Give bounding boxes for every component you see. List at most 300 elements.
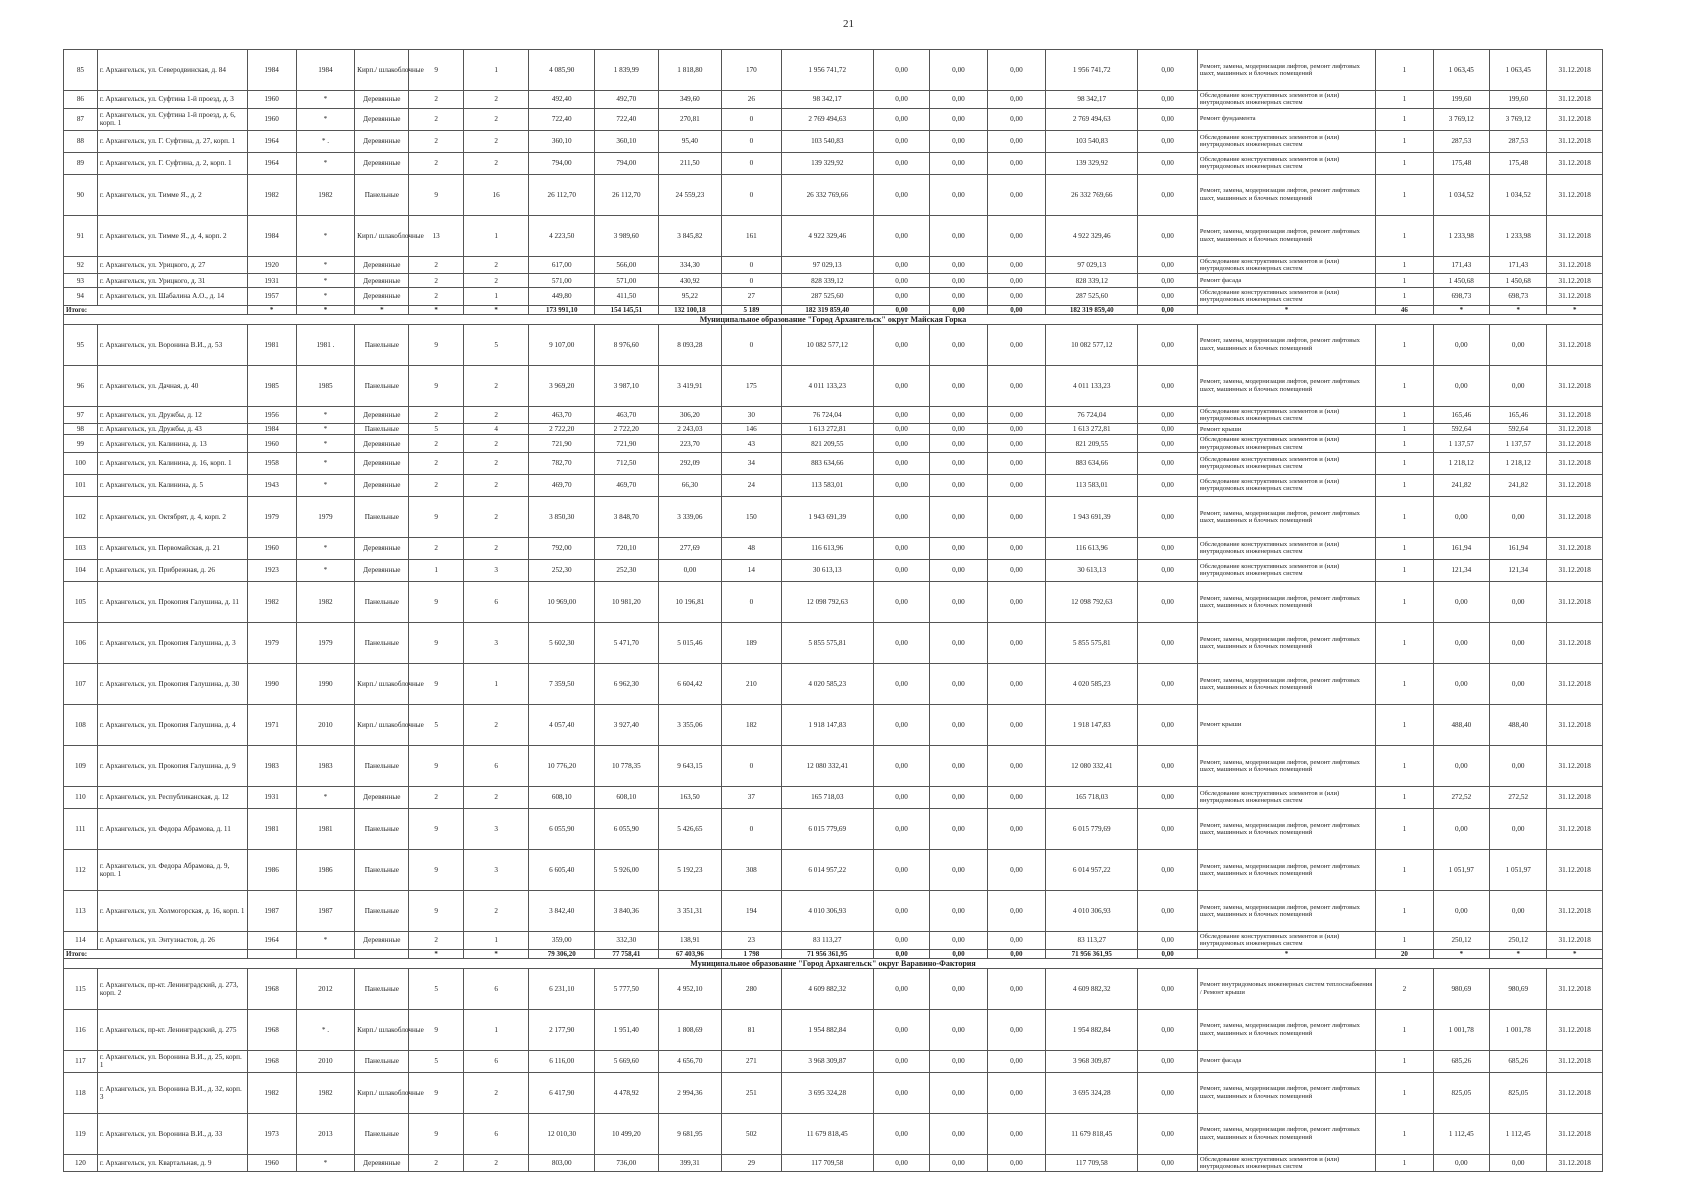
total-renovation-year-cell: *	[296, 305, 354, 314]
work-type-cell: Обследование конструктивных элементов и (или) внутридомовых инженерных систем	[1197, 474, 1375, 496]
renovation-year-cell: *	[296, 215, 354, 256]
renovation-year-cell: *	[296, 152, 354, 174]
renovation-year-cell: 1983	[296, 745, 354, 786]
deadline-cell: 31.12.2018	[1547, 256, 1603, 274]
wall-material-cell: Деревянные	[355, 537, 409, 559]
build-year-cell: 1923	[247, 559, 296, 581]
unit-cost-cell: 685,26	[1433, 1050, 1489, 1072]
total-cost-cell: 1 954 882,84	[781, 1009, 873, 1050]
total-owner-funds-cell: 182 319 859,40	[1046, 305, 1138, 314]
build-year-cell: 1964	[247, 130, 296, 152]
unit-cost-cell: 0,00	[1433, 496, 1489, 537]
row-number: 111	[64, 808, 98, 849]
wall-material-cell: Панельные	[355, 745, 409, 786]
living-area-cell: 138,91	[658, 931, 722, 949]
max-unit-cost-cell: 1 063,45	[1490, 50, 1547, 91]
max-unit-cost-cell: 199,60	[1490, 91, 1547, 109]
owner-funds-cell: 1 954 882,84	[1046, 1009, 1138, 1050]
row-number: 107	[64, 663, 98, 704]
build-year-cell: 1981	[247, 324, 296, 365]
regional-funds-cell: 0,00	[930, 274, 987, 288]
federal-funds-cell: 0,00	[873, 406, 929, 424]
total-area-cell: 4 057,40	[529, 704, 595, 745]
deadline-cell: 31.12.2018	[1547, 786, 1603, 808]
work-count-cell: 1	[1376, 274, 1433, 288]
other-funds-cell: 0,00	[1138, 704, 1197, 745]
municipal-funds-cell: 0,00	[987, 256, 1045, 274]
owner-funds-cell: 1 613 272,81	[1046, 424, 1138, 435]
work-type-cell: Ремонт фасада	[1197, 1050, 1375, 1072]
max-unit-cost-cell: 250,12	[1490, 931, 1547, 949]
build-year-cell: 1979	[247, 622, 296, 663]
build-year-cell: 1984	[247, 424, 296, 435]
address-cell: г. Архангельск, ул. Республиканская, д. 12	[97, 786, 247, 808]
total-area-cell: 2 722,20	[529, 424, 595, 435]
max-unit-cost-cell: 1 218,12	[1490, 452, 1547, 474]
total-renovation-year-cell	[296, 949, 354, 958]
work-count-cell: 1	[1376, 663, 1433, 704]
living-area-cell: 4 656,70	[658, 1050, 722, 1072]
municipal-funds-cell: 0,00	[987, 424, 1045, 435]
total-area-cell: 3 842,40	[529, 890, 595, 931]
row-number: 90	[64, 174, 98, 215]
unit-cost-cell: 175,48	[1433, 152, 1489, 174]
address-cell: г. Архангельск, ул. Суфтина 1-й проезд, д. 3	[97, 91, 247, 109]
premises-area-cell: 5 471,70	[595, 622, 659, 663]
other-funds-cell: 0,00	[1138, 215, 1197, 256]
total-cost-cell: 2 769 494,63	[781, 108, 873, 130]
floors-cell: 2	[409, 108, 463, 130]
address-cell: г. Архангельск, ул. Прокопия Галушина, д. 11	[97, 581, 247, 622]
floors-cell: 9	[409, 622, 463, 663]
deadline-cell: 31.12.2018	[1547, 581, 1603, 622]
other-funds-cell: 0,00	[1138, 1050, 1197, 1072]
unit-cost-cell: 0,00	[1433, 365, 1489, 406]
table-row	[64, 435, 1603, 453]
max-unit-cost-cell: 1 233,98	[1490, 215, 1547, 256]
work-type-cell: Обследование конструктивных элементов и (или) внутридомовых инженерных систем	[1197, 130, 1375, 152]
renovation-year-cell: 1979	[296, 622, 354, 663]
municipal-funds-cell: 0,00	[987, 786, 1045, 808]
row-number: 104	[64, 559, 98, 581]
owner-funds-cell: 6 014 957,22	[1046, 849, 1138, 890]
address-cell: г. Архангельск, ул. Северодвинская, д. 84	[97, 50, 247, 91]
work-type-cell: Обследование конструктивных элементов и (или) внутридомовых инженерных систем	[1197, 91, 1375, 109]
wall-material-cell: Панельные	[355, 496, 409, 537]
living-area-cell: 334,30	[658, 256, 722, 274]
unit-cost-cell: 1 450,68	[1433, 274, 1489, 288]
owner-funds-cell: 165 718,03	[1046, 786, 1138, 808]
total-area-cell: 492,40	[529, 91, 595, 109]
unit-cost-cell: 698,73	[1433, 288, 1489, 306]
municipal-funds-cell: 0,00	[987, 130, 1045, 152]
regional-funds-cell: 0,00	[930, 663, 987, 704]
floors-cell: 2	[409, 537, 463, 559]
entrances-cell: 3	[463, 808, 529, 849]
premises-area-cell: 2 722,20	[595, 424, 659, 435]
total-area-cell: 5 602,30	[529, 622, 595, 663]
max-unit-cost-cell: 0,00	[1490, 496, 1547, 537]
other-funds-cell: 0,00	[1138, 537, 1197, 559]
floors-cell: 2	[409, 931, 463, 949]
other-funds-cell: 0,00	[1138, 931, 1197, 949]
work-count-cell: 1	[1376, 256, 1433, 274]
total-area-cell: 722,40	[529, 108, 595, 130]
residents-cell: 23	[722, 931, 781, 949]
other-funds-cell: 0,00	[1138, 890, 1197, 931]
work-type-cell: Ремонт, замена, модернизация лифтов, ремонт лифтовых шахт, машинных и блочных помещений	[1197, 581, 1375, 622]
entrances-cell: 2	[463, 1154, 529, 1172]
table-row	[64, 808, 1603, 849]
entrances-cell: 1	[463, 215, 529, 256]
deadline-cell: 31.12.2018	[1547, 406, 1603, 424]
municipal-funds-cell: 0,00	[987, 663, 1045, 704]
total-total-area-cell: 173 991,10	[529, 305, 595, 314]
regional-funds-cell: 0,00	[930, 808, 987, 849]
table-row	[64, 1072, 1603, 1113]
deadline-cell: 31.12.2018	[1547, 663, 1603, 704]
total-wall-material-cell: *	[355, 305, 409, 314]
other-funds-cell: 0,00	[1138, 91, 1197, 109]
total-area-cell: 10 776,20	[529, 745, 595, 786]
owner-funds-cell: 30 613,13	[1046, 559, 1138, 581]
table-row	[64, 324, 1603, 365]
deadline-cell: 31.12.2018	[1547, 931, 1603, 949]
table-row	[64, 559, 1603, 581]
premises-area-cell: 8 976,60	[595, 324, 659, 365]
premises-area-cell: 5 926,00	[595, 849, 659, 890]
work-count-cell: 1	[1376, 288, 1433, 306]
premises-area-cell: 6 962,30	[595, 663, 659, 704]
municipal-funds-cell: 0,00	[987, 50, 1045, 91]
total-work-type-cell: *	[1197, 949, 1375, 958]
federal-funds-cell: 0,00	[873, 622, 929, 663]
federal-funds-cell: 0,00	[873, 1050, 929, 1072]
work-count-cell: 1	[1376, 808, 1433, 849]
living-area-cell: 3 355,06	[658, 704, 722, 745]
total-area-cell: 10 969,00	[529, 581, 595, 622]
other-funds-cell: 0,00	[1138, 424, 1197, 435]
work-count-cell: 1	[1376, 1154, 1433, 1172]
work-type-cell: Ремонт крыши	[1197, 424, 1375, 435]
living-area-cell: 2 994,36	[658, 1072, 722, 1113]
premises-area-cell: 469,70	[595, 474, 659, 496]
residents-cell: 0	[722, 745, 781, 786]
owner-funds-cell: 6 015 779,69	[1046, 808, 1138, 849]
federal-funds-cell: 0,00	[873, 474, 929, 496]
work-count-cell: 1	[1376, 537, 1433, 559]
regional-funds-cell: 0,00	[930, 537, 987, 559]
row-number: 117	[64, 1050, 98, 1072]
total-deadline-cell: *	[1547, 305, 1603, 314]
unit-cost-cell: 250,12	[1433, 931, 1489, 949]
unit-cost-cell: 1 137,57	[1433, 435, 1489, 453]
work-count-cell: 1	[1376, 1050, 1433, 1072]
living-area-cell: 4 952,10	[658, 968, 722, 1009]
renovation-year-cell: *	[296, 931, 354, 949]
owner-funds-cell: 117 709,58	[1046, 1154, 1138, 1172]
entrances-cell: 1	[463, 50, 529, 91]
total-area-cell: 617,00	[529, 256, 595, 274]
build-year-cell: 1956	[247, 406, 296, 424]
total-cost-cell: 30 613,13	[781, 559, 873, 581]
work-count-cell: 1	[1376, 931, 1433, 949]
renovation-year-cell: *	[296, 786, 354, 808]
max-unit-cost-cell: 287,53	[1490, 130, 1547, 152]
owner-funds-cell: 883 634,66	[1046, 452, 1138, 474]
wall-material-cell: Панельные	[355, 1113, 409, 1154]
total-area-cell: 463,70	[529, 406, 595, 424]
entrances-cell: 6	[463, 745, 529, 786]
build-year-cell: 1960	[247, 91, 296, 109]
row-number: 110	[64, 786, 98, 808]
total-residents-cell: 1 798	[722, 949, 781, 958]
living-area-cell: 3 339,06	[658, 496, 722, 537]
address-cell: г. Архангельск, ул. Воронина В.И., д. 53	[97, 324, 247, 365]
renovation-year-cell: *	[296, 406, 354, 424]
unit-cost-cell: 241,82	[1433, 474, 1489, 496]
renovation-year-cell: * .	[296, 1009, 354, 1050]
residents-cell: 271	[722, 1050, 781, 1072]
total-area-cell: 794,00	[529, 152, 595, 174]
work-count-cell: 1	[1376, 559, 1433, 581]
total-cost-cell: 113 583,01	[781, 474, 873, 496]
work-type-cell: Ремонт внутридомовых инженерных систем теплоснабжения / Ремонт крыши	[1197, 968, 1375, 1009]
total-cost-cell: 821 209,55	[781, 435, 873, 453]
deadline-cell: 31.12.2018	[1547, 745, 1603, 786]
total-area-cell: 6 417,90	[529, 1072, 595, 1113]
work-type-cell: Ремонт, замена, модернизация лифтов, ремонт лифтовых шахт, машинных и блочных помещений	[1197, 1009, 1375, 1050]
total-total-cost-cell: 182 319 859,40	[781, 305, 873, 314]
deadline-cell: 31.12.2018	[1547, 435, 1603, 453]
total-area-cell: 252,30	[529, 559, 595, 581]
owner-funds-cell: 1 918 147,83	[1046, 704, 1138, 745]
row-number: 96	[64, 365, 98, 406]
total-work-count-cell: 20	[1376, 949, 1433, 958]
table-row	[64, 1113, 1603, 1154]
renovation-year-cell: *	[296, 474, 354, 496]
federal-funds-cell: 0,00	[873, 496, 929, 537]
total-cost-cell: 4 020 585,23	[781, 663, 873, 704]
federal-funds-cell: 0,00	[873, 174, 929, 215]
row-number: 91	[64, 215, 98, 256]
build-year-cell: 1960	[247, 435, 296, 453]
federal-funds-cell: 0,00	[873, 288, 929, 306]
unit-cost-cell: 272,52	[1433, 786, 1489, 808]
max-unit-cost-cell: 0,00	[1490, 1154, 1547, 1172]
federal-funds-cell: 0,00	[873, 50, 929, 91]
living-area-cell: 3 845,82	[658, 215, 722, 256]
premises-area-cell: 608,10	[595, 786, 659, 808]
work-type-cell: Обследование конструктивных элементов и (или) внутридомовых инженерных систем	[1197, 152, 1375, 174]
build-year-cell: 1986	[247, 849, 296, 890]
max-unit-cost-cell: 825,05	[1490, 1072, 1547, 1113]
residents-cell: 251	[722, 1072, 781, 1113]
residents-cell: 0	[722, 324, 781, 365]
floors-cell: 9	[409, 663, 463, 704]
deadline-cell: 31.12.2018	[1547, 324, 1603, 365]
floors-cell: 9	[409, 1009, 463, 1050]
total-cost-cell: 4 011 133,23	[781, 365, 873, 406]
living-area-cell: 24 559,23	[658, 174, 722, 215]
total-cost-cell: 6 014 957,22	[781, 849, 873, 890]
entrances-cell: 2	[463, 274, 529, 288]
regional-funds-cell: 0,00	[930, 91, 987, 109]
work-count-cell: 1	[1376, 704, 1433, 745]
deadline-cell: 31.12.2018	[1547, 1154, 1603, 1172]
municipal-funds-cell: 0,00	[987, 559, 1045, 581]
residents-cell: 26	[722, 91, 781, 109]
work-type-cell: Ремонт, замена, модернизация лифтов, ремонт лифтовых шахт, машинных и блочных помещений	[1197, 745, 1375, 786]
other-funds-cell: 0,00	[1138, 152, 1197, 174]
floors-cell: 5	[409, 1050, 463, 1072]
address-cell: г. Архангельск, пр-кт. Ленинградский, д. 275	[97, 1009, 247, 1050]
max-unit-cost-cell: 0,00	[1490, 365, 1547, 406]
owner-funds-cell: 821 209,55	[1046, 435, 1138, 453]
residents-cell: 308	[722, 849, 781, 890]
other-funds-cell: 0,00	[1138, 622, 1197, 663]
max-unit-cost-cell: 1 450,68	[1490, 274, 1547, 288]
entrances-cell: 1	[463, 931, 529, 949]
regional-funds-cell: 0,00	[930, 324, 987, 365]
total-area-cell: 4 085,90	[529, 50, 595, 91]
renovation-year-cell: *	[296, 256, 354, 274]
total-municipal-funds-cell: 0,00	[987, 949, 1045, 958]
premises-area-cell: 736,00	[595, 1154, 659, 1172]
total-other-funds-cell: 0,00	[1138, 949, 1197, 958]
floors-cell: 9	[409, 1113, 463, 1154]
total-cost-cell: 117 709,58	[781, 1154, 873, 1172]
total-municipal-funds-cell: 0,00	[987, 305, 1045, 314]
row-number: 106	[64, 622, 98, 663]
address-cell: г. Архангельск, ул. Тимме Я., д. 2	[97, 174, 247, 215]
entrances-cell: 2	[463, 152, 529, 174]
row-number: 103	[64, 537, 98, 559]
living-area-cell: 5 192,23	[658, 849, 722, 890]
federal-funds-cell: 0,00	[873, 537, 929, 559]
work-count-cell: 2	[1376, 968, 1433, 1009]
table-row	[64, 424, 1603, 435]
wall-material-cell: Деревянные	[355, 931, 409, 949]
residents-cell: 189	[722, 622, 781, 663]
wall-material-cell: Кирп./ шлакоблочные	[355, 704, 409, 745]
max-unit-cost-cell: 0,00	[1490, 581, 1547, 622]
entrances-cell: 2	[463, 91, 529, 109]
table-row	[64, 91, 1603, 109]
unit-cost-cell: 825,05	[1433, 1072, 1489, 1113]
row-number: 113	[64, 890, 98, 931]
wall-material-cell: Деревянные	[355, 288, 409, 306]
owner-funds-cell: 3 695 324,28	[1046, 1072, 1138, 1113]
deadline-cell: 31.12.2018	[1547, 496, 1603, 537]
total-cost-cell: 116 613,96	[781, 537, 873, 559]
premises-area-cell: 721,90	[595, 435, 659, 453]
wall-material-cell: Кирп./ шлакоблочные	[355, 1072, 409, 1113]
renovation-year-cell: 1984	[296, 50, 354, 91]
federal-funds-cell: 0,00	[873, 324, 929, 365]
other-funds-cell: 0,00	[1138, 559, 1197, 581]
premises-area-cell: 712,50	[595, 452, 659, 474]
floors-cell: 2	[409, 406, 463, 424]
max-unit-cost-cell: 161,94	[1490, 537, 1547, 559]
total-work-type-cell: *	[1197, 305, 1375, 314]
federal-funds-cell: 0,00	[873, 704, 929, 745]
entrances-cell: 2	[463, 365, 529, 406]
entrances-cell: 1	[463, 1009, 529, 1050]
row-number: 101	[64, 474, 98, 496]
premises-area-cell: 5 669,60	[595, 1050, 659, 1072]
table-row	[64, 704, 1603, 745]
regional-funds-cell: 0,00	[930, 1050, 987, 1072]
wall-material-cell: Деревянные	[355, 130, 409, 152]
total-area-cell: 6 116,00	[529, 1050, 595, 1072]
max-unit-cost-cell: 0,00	[1490, 324, 1547, 365]
owner-funds-cell: 828 339,12	[1046, 274, 1138, 288]
wall-material-cell: Деревянные	[355, 274, 409, 288]
total-area-cell: 7 359,50	[529, 663, 595, 704]
unit-cost-cell: 0,00	[1433, 745, 1489, 786]
regional-funds-cell: 0,00	[930, 288, 987, 306]
living-area-cell: 5 015,46	[658, 622, 722, 663]
wall-material-cell: Деревянные	[355, 474, 409, 496]
premises-area-cell: 794,00	[595, 152, 659, 174]
work-type-cell: Обследование конструктивных элементов и (или) внутридомовых инженерных систем	[1197, 288, 1375, 306]
total-area-cell: 4 223,50	[529, 215, 595, 256]
entrances-cell: 2	[463, 786, 529, 808]
unit-cost-cell: 1 063,45	[1433, 50, 1489, 91]
work-type-cell: Ремонт, замена, модернизация лифтов, ремонт лифтовых шахт, машинных и блочных помещений	[1197, 1072, 1375, 1113]
address-cell: г. Архангельск, ул. Г. Суфтина, д. 2, корп. 1	[97, 152, 247, 174]
owner-funds-cell: 139 329,92	[1046, 152, 1138, 174]
municipal-funds-cell: 0,00	[987, 474, 1045, 496]
other-funds-cell: 0,00	[1138, 745, 1197, 786]
work-type-cell: Ремонт, замена, модернизация лифтов, ремонт лифтовых шахт, машинных и блочных помещений	[1197, 215, 1375, 256]
row-number: 105	[64, 581, 98, 622]
other-funds-cell: 0,00	[1138, 435, 1197, 453]
premises-area-cell: 3 987,10	[595, 365, 659, 406]
work-type-cell: Обследование конструктивных элементов и (или) внутридомовых инженерных систем	[1197, 452, 1375, 474]
total-cost-cell: 1 956 741,72	[781, 50, 873, 91]
regional-funds-cell: 0,00	[930, 130, 987, 152]
unit-cost-cell: 1 034,52	[1433, 174, 1489, 215]
municipal-funds-cell: 0,00	[987, 365, 1045, 406]
work-count-cell: 1	[1376, 849, 1433, 890]
living-area-cell: 6 604,42	[658, 663, 722, 704]
premises-area-cell: 360,10	[595, 130, 659, 152]
municipal-funds-cell: 0,00	[987, 537, 1045, 559]
total-build-year-cell: *	[247, 305, 296, 314]
table-row	[64, 406, 1603, 424]
floors-cell: 9	[409, 365, 463, 406]
total-unit-cost-cell: *	[1433, 949, 1489, 958]
owner-funds-cell: 11 679 818,45	[1046, 1113, 1138, 1154]
entrances-cell: 1	[463, 288, 529, 306]
floors-cell: 9	[409, 1072, 463, 1113]
renovation-year-cell: *	[296, 1154, 354, 1172]
other-funds-cell: 0,00	[1138, 406, 1197, 424]
deadline-cell: 31.12.2018	[1547, 474, 1603, 496]
other-funds-cell: 0,00	[1138, 1113, 1197, 1154]
work-type-cell: Обследование конструктивных элементов и (или) внутридомовых инженерных систем	[1197, 406, 1375, 424]
unit-cost-cell: 1 051,97	[1433, 849, 1489, 890]
unit-cost-cell: 592,64	[1433, 424, 1489, 435]
address-cell: г. Архангельск, ул. Воронина В.И., д. 25, корп. 1	[97, 1050, 247, 1072]
build-year-cell: 1958	[247, 452, 296, 474]
max-unit-cost-cell: 1 112,45	[1490, 1113, 1547, 1154]
row-number: 92	[64, 256, 98, 274]
floors-cell: 2	[409, 786, 463, 808]
premises-area-cell: 10 981,20	[595, 581, 659, 622]
